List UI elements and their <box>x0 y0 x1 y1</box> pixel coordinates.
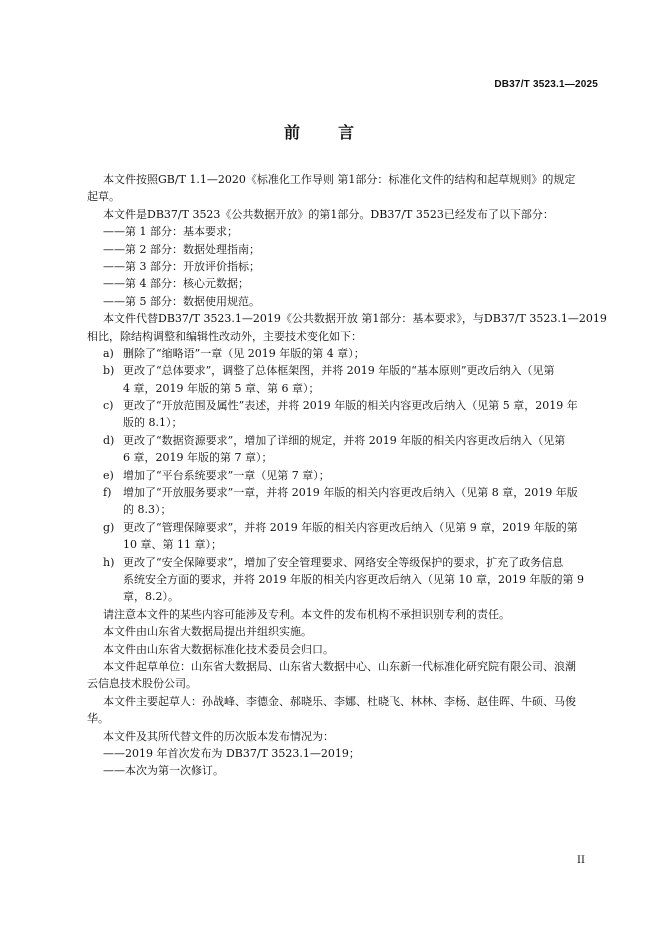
list-item-continuation: 章，8.2）。 <box>123 590 179 604</box>
list-item: ——2019 年首次发布为 DB37/T 3523.1—2019； <box>103 746 360 760</box>
list-item-text: 更改了“安全保障要求”，增加了安全管理要求、网络安全等级保护的要求，扩充了政务信息 <box>123 555 564 569</box>
paragraph-line: 本文件按照GB/T 1.1—2020《标准化工作导则 第1部分：标准化文件的结构和起草规则》的规定 <box>103 173 576 186</box>
foreword-body <box>87 171 607 780</box>
list-item-line <box>87 467 607 484</box>
paragraph-line: 华。 <box>87 712 109 726</box>
drafters-paragraph <box>87 693 607 728</box>
document-number: DB37/T 3523.1—2025 <box>494 79 598 90</box>
list-item-text: 更改了“总体要求”，调整了总体框架图，并将 2019 年版的“基本原则”更改后纳入（见第 <box>123 364 555 378</box>
paragraph-line: 本文件起草单位：山东省大数据局、山东省大数据中心、山东新一代标准化研究院有限公司、浪潮 <box>103 659 576 673</box>
list-item-text: 增加了“开放服务要求”一章，并将 2019 年版的相关内容更改后纳入（见第 8 章，2019 年版 <box>123 486 578 500</box>
list-item: ——第 4 部分：核心元数据； <box>103 277 249 291</box>
list-item-label: e) <box>103 468 114 482</box>
list-item-continuation: 6 章，2019 年版的第 7 章）； <box>123 451 273 465</box>
list-item-continuation: 版的 8.1）； <box>123 416 183 430</box>
list-item-line <box>87 345 607 362</box>
change-item-g <box>87 519 607 554</box>
paragraph-line: 本文件代替DB37/T 3523.1—2019《公共数据开放 第1部分：基本要求》，与DB37/T 3523.1—2019 <box>103 312 607 326</box>
list-item-text: 删除了“缩略语”一章（见 2019 年版的第 4 章）； <box>123 346 365 360</box>
page-number: II <box>577 855 585 866</box>
list-item-line <box>87 397 607 414</box>
list-item-label: d) <box>103 433 115 447</box>
list-item-continuation: 系统安全方面的要求，并将 2019 年版的相关内容更改后纳入（见第 10 章，2019 年版的第 9 <box>123 572 584 586</box>
list-item-text: 更改了“开放范围及属性”表述，并将 2019 年版的相关内容更改后纳入（见第 5 章，2019 年 <box>123 399 578 413</box>
change-item-e <box>87 467 607 484</box>
drafting-basis-paragraph <box>87 171 607 206</box>
list-item-text: 更改了“数据资源要求”，增加了详细的规定，并将 2019 年版的相关内容更改后纳入（见第 <box>123 433 566 447</box>
change-item-h <box>87 554 607 606</box>
list-item: ——第 3 部分：开放评价指标； <box>103 259 260 273</box>
paragraph-line: 起草。 <box>87 190 120 204</box>
history-intro-paragraph: 本文件及其所代替文件的历次版本发布情况为： <box>103 729 334 743</box>
list-item-continuation: 4 章，2019 年版的第 5 章、第 6 章）； <box>123 381 320 395</box>
drafting-units-paragraph <box>87 658 607 693</box>
list-item-text: 增加了“平台系统要求”一章（见第 7 章）； <box>123 468 330 482</box>
list-item: ——本次为第一次修订。 <box>103 764 224 778</box>
list-item-continuation: 10 章、第 11 章）； <box>123 538 222 552</box>
list-item-line <box>87 519 607 536</box>
patent-notice-paragraph: 请注意本文件的某些内容可能涉及专利。本文件的发布机构不承担识别专利的责任。 <box>103 607 510 621</box>
changes-list <box>87 345 607 606</box>
list-item-line <box>87 554 607 571</box>
list-item-text: 更改了“管理保障要求”，并将 2019 年版的相关内容更改后纳入（见第 9 章，2019 年版的第 <box>123 520 578 534</box>
proposed-by-paragraph: 本文件由山东省大数据局提出并组织实施。 <box>103 625 312 639</box>
change-item-f <box>87 484 607 519</box>
list-item-label: b) <box>103 364 115 378</box>
list-item-line <box>87 432 607 449</box>
history-list <box>87 745 607 780</box>
centralized-by-paragraph: 本文件由山东省大数据标准化技术委员会归口。 <box>103 642 334 656</box>
list-item-label: a) <box>103 346 114 360</box>
list-item-label: h) <box>103 555 115 569</box>
change-item-d <box>87 432 607 467</box>
change-item-c <box>87 397 607 432</box>
list-item: ——第 2 部分：数据处理指南； <box>103 242 260 256</box>
list-item: ——第 1 部分：基本要求； <box>103 225 238 239</box>
series-intro-paragraph: 本文件是DB37/T 3523《公共数据开放》的第1部分。DB37/T 3523已经发布了以下部分： <box>103 207 554 221</box>
list-item-label: g) <box>103 520 115 534</box>
list-item-line <box>87 362 607 379</box>
list-item-continuation: 的 8.3）； <box>123 503 172 517</box>
paragraph-line: 云信息技术股份公司。 <box>87 677 197 691</box>
replacement-paragraph <box>87 310 607 345</box>
paragraph-line: 相比，除结构调整和编辑性改动外，主要技术变化如下： <box>87 329 362 343</box>
list-item-label: f) <box>103 486 112 500</box>
change-item-a <box>87 345 607 362</box>
parts-list <box>87 223 607 310</box>
list-item-line <box>87 484 607 501</box>
page-title: 前言 <box>283 123 392 142</box>
change-item-b <box>87 362 607 397</box>
paragraph-line: 本文件主要起草人：孙战峰、李德金、郝晓乐、李娜、杜晓飞、林林、李杨、赵佳晖、牛硕、马俊 <box>103 694 576 708</box>
list-item: ——第 5 部分：数据使用规范。 <box>103 294 260 308</box>
list-item-label: c) <box>103 399 114 413</box>
